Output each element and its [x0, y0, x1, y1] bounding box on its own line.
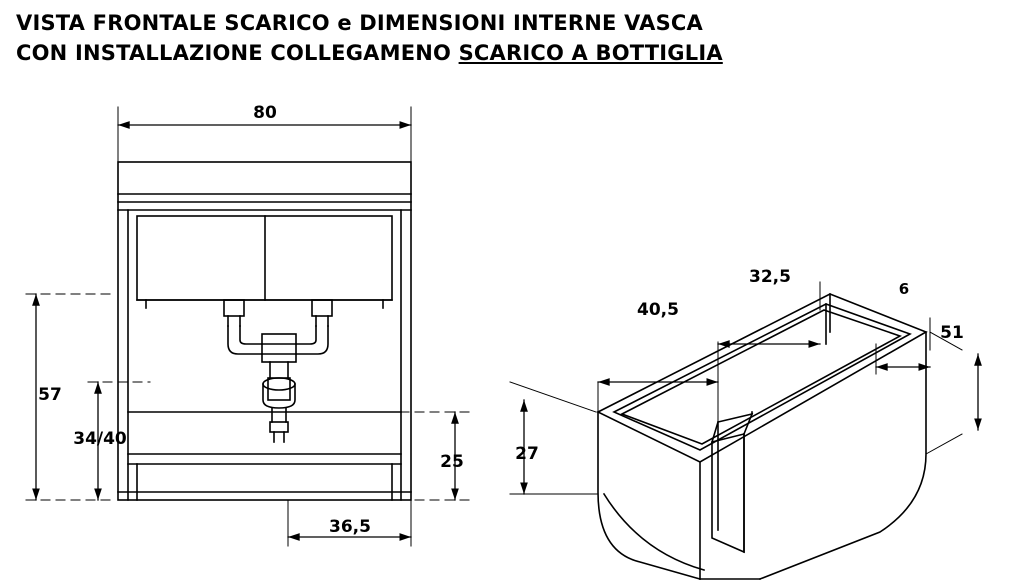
iso-view-group: [510, 282, 978, 579]
dim-basin-left-width: 40,5: [637, 300, 679, 320]
dim-basin-right-width: 32,5: [749, 267, 791, 287]
drawing-area: [0, 82, 1024, 581]
dim-basin-height: 27: [515, 444, 539, 464]
title-line-2-prefix: CON INSTALLAZIONE COLLEGAMENO: [16, 41, 459, 65]
dim-height-total: 57: [38, 385, 62, 405]
dim-height-right: 25: [440, 452, 464, 472]
technical-drawing: [0, 82, 1024, 581]
dim-width-bottom: 36,5: [329, 517, 371, 537]
dimension-labels: [38, 103, 964, 537]
dim-rim-width: 6: [898, 280, 910, 298]
front-view-group: [26, 107, 470, 546]
title-line-2-emphasis: SCARICO A BOTTIGLIA: [458, 41, 723, 65]
title-block: [16, 8, 916, 68]
title-line-1: VISTA FRONTALE SCARICO e DIMENSIONI INTERNE VASCA: [16, 11, 703, 35]
dim-depth: 51: [940, 323, 964, 343]
title-line-2: [16, 38, 916, 68]
dim-height-legs: 34/40: [73, 429, 127, 449]
dim-width-top: 80: [253, 103, 277, 123]
